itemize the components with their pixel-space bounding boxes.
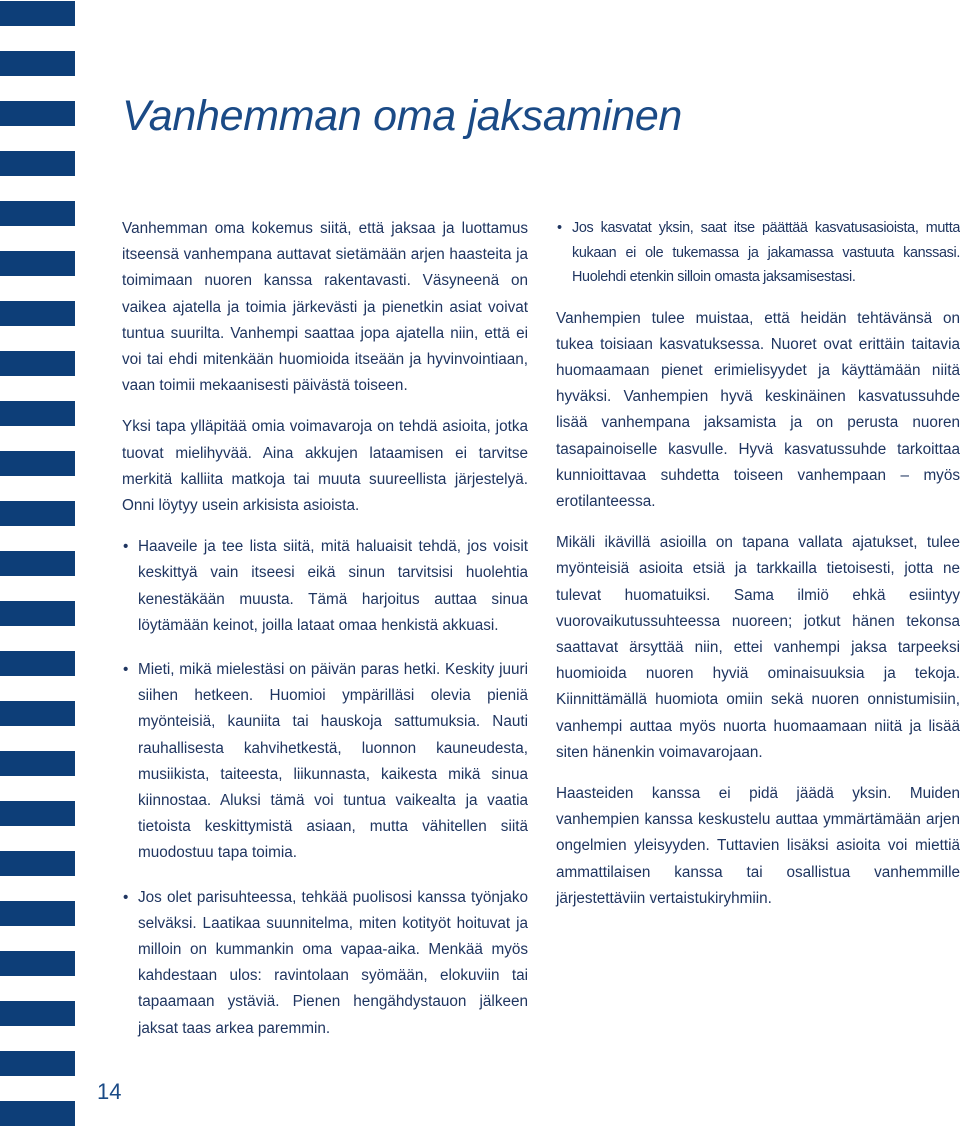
stripe [0,351,75,376]
list-item: • Mieti, mikä mielestäsi on päivän paras hetki. Keskity juuri siihen hetkeen. Huomioi ympärilläsi olevia pieniä myönteisiä, kauniita tai hauskoja sattumuksia. Nauti rauhallisesta kahvihetkestä, luonnon kauneudesta, musiikista, taiteesta, liikunnasta, kaikesta mikä sinua kiinnostaa. Aluksi tämä voi tuntua vaikealta ja vaatia tietoista keskittymistä asiaan, mutta vähitellen siitä muodostuu tapa toimia. [122,657,528,867]
stripe [0,101,75,126]
right-column [556,216,960,927]
stripe [0,1051,75,1076]
resources-paragraph: Yksi tapa ylläpitää omia voimavaroja on tehdä asioita, jotka tuovat mielihyvää. Aina akkujen lataamisen ei tarvitse merkitä kalliita matkoja tai muuta suureellista järjestelyä. Onni löytyy usein arkisista asioista. [122,418,528,515]
stripe [0,851,75,876]
decorative-stripe-border [0,0,75,1132]
page-title: Vanhemman oma jaksaminen [122,92,683,140]
list-item: • Jos kasvatat yksin, saat itse päättää kasvatusasioista, mutta kukaan ei ole tukemassa ja jakamassa vastuuta kanssasi. Huolehdi etenkin silloin omasta jaksamisestasi. [556,216,960,290]
stripe [0,751,75,776]
stripe [0,451,75,476]
stripe [0,701,75,726]
page-number: 14 [97,1079,122,1104]
stripe [0,251,75,276]
stripe [0,1101,75,1126]
stripe [0,951,75,976]
intro-paragraph: Vanhemman oma kokemus siitä, että jaksaa ja luottamus itseensä vanhempana auttavat sietämään arjen haasteita ja toimimaan nuoren kanssa rakentavasti. Väsyneenä on vaikea ajatella ja toimia järkevästi ja pienetkin asiat voivat tuntua suurilta. Vanhempi saattaa jopa ajatella niin, että ei voi tai ehdi mitenkään huomioida itseään ja hyvinvointiaan, vaan toimii mekaanisesti päivästä toiseen. [122,220,528,395]
stripe [0,301,75,326]
left-column [122,216,528,1060]
positive-focus-paragraph: Mikäli ikävillä asioilla on tapana vallata ajatukset, tulee myönteisiä asioita etsiä ja tarkkailla tietoisesti, jotta ne tulevat huomatuiksi. Sama ilmiö ehkä esiintyy vuorovaikutussuhteessa nuoreen; jotkut hänen tekonsa saattavat ärsyttää niin, ettei vanhempi jaksa tarpeeksi huomioida nuoren hyviä ominaisuuksia ja tekoja. Kiinnittämällä huomiota omiin sekä nuoren onnistumisiin, vanhempi auttaa myös nuorta huomaamaan niitä ja lisää siten hänenkin voimavarojaan. [556,534,960,761]
tips-list [122,534,528,1042]
stripe [0,501,75,526]
stripe [0,551,75,576]
list-item: • Haaveile ja tee lista siitä, mitä haluaisit tehdä, jos voisit keskittyä vain itseesi eikä sinun tarvitsisi huolehtia kenestäkään muusta. Tämä harjoitus auttaa sinua löytämään keinot, joilla lataat omaa henkistä akkuasi. [122,534,528,639]
stripe [0,901,75,926]
stripe [0,1,75,26]
single-parent-list [556,216,960,290]
stripe [0,601,75,626]
stripe [0,51,75,76]
stripe [0,151,75,176]
stripe [0,1001,75,1026]
peer-support-paragraph: Haasteiden kanssa ei pidä jäädä yksin. Muiden vanhempien kanssa keskustelu auttaa ymmärtämään arjen ongelmien yleisyyden. Tuttavien lisäksi asioita voi miettiä ammattilaisen kanssa tai osallistua vanhemmille järjestettäviin vertaistukiryhmiin. [556,784,960,907]
stripe [0,651,75,676]
stripe [0,201,75,226]
parents-support-paragraph: Vanhempien tulee muistaa, että heidän tehtävänsä on tukea toisiaan kasvatuksessa. Nuoret ovat erittäin taitavia huomaamaan pienet erimielisyydet ja käyttämään niitä hyväksi. Vanhempien hyvä keskinäinen kasvatussuhde lisää vanhempana jaksamista ja on perusta nuoren tasapainoiselle kasvulle. Hyvä kasvatussuhde tarkoittaa kunnioittavaa suhdetta toiseen vanhempaan – myös erotilanteessa. [556,309,960,510]
list-item: • Jos olet parisuhteessa, tehkää puolisosi kanssa työnjako selväksi. Laatikaa suunnitelma, miten kotityöt hoituvat ja milloin on kummankin oma vapaa-aika. Menkää myös kahdestaan ulos: ravintolaan syömään, elokuviin tai tapaamaan ystäviä. Pienen hengähdystauon jälkeen jaksat taas arkea paremmin. [122,885,528,1042]
stripe [0,801,75,826]
stripe [0,401,75,426]
